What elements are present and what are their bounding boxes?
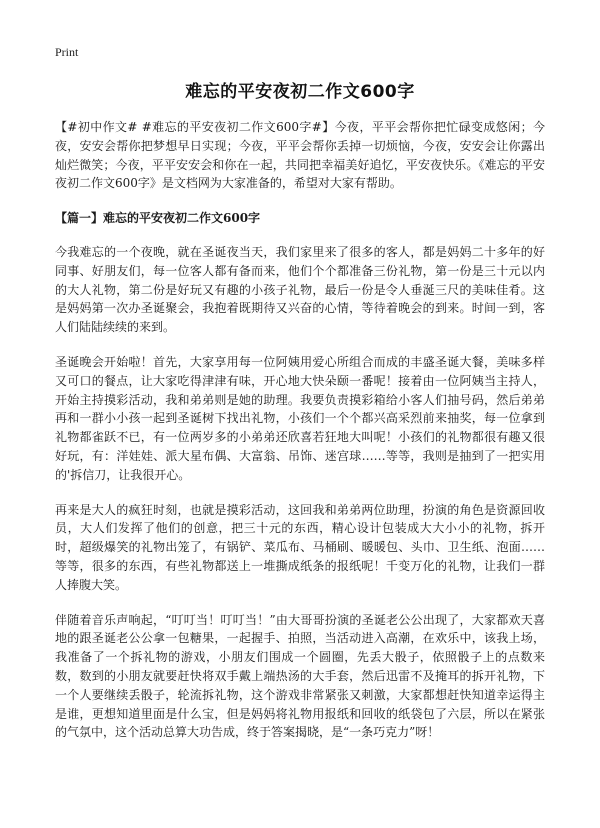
body-paragraph-2: 圣诞晚会开始啦！首先，大家享用每一位阿姨用爱心所组合而成的丰盛圣诞大餐，美味多样又可口的餐点，让大家吃得津津有味，开心地大快朵颐一番呢！接着由一位阿姨当主持人，开始主持摸彩活动，我和弟弟则是她的助理。我要负责摸彩箱给小客人们抽号码，然后弟弟再和一群小小孩一起到圣诞树下找出礼物，小孩们一个个都兴高采烈前来抽奖，每一位拿到礼物都雀跃不已，有一位两岁多的小弟弟还欣喜若狂地大叫呢！小孩们的礼物都很有趣又很好玩，有：洋娃娃、派大星布偶、大富翁、吊饰、迷宫球……等等，我则是抽到了一把实用的'拆信刀，让我很开心。 <box>55 354 545 482</box>
intro-paragraph <box>55 118 545 193</box>
body-paragraph-3: 再来是大人的疯狂时刻，也就是摸彩活动，这回我和弟弟两位助理，扮演的角色是资源回收员，大人们发挥了他们的创意，把三十元的东西，精心设计包装成大大小小的礼物，拆开时，超级爆笑的礼物出笼了，有锅铲、菜瓜布、马桶刷、暖暖包、头巾、卫生纸、泡面……等等，很多的东西，有些礼物都送上一堆撕成纸条的报纸呢！千变万化的礼物，让我们一群人捧腹大笑。 <box>55 502 545 592</box>
section-heading: 【篇一】难忘的平安夜初二作文600字 <box>55 211 261 226</box>
print-link[interactable]: Print <box>55 45 79 59</box>
intro-text: 今夜，平平会帮你把忙碌变成悠闲；今夜，安安会帮你把梦想早日实现；今夜，平平会帮你丢掉一切烦恼，今夜，安安会让你露出灿烂微笑；今夜，平平安安会和你在一起，共同把幸福美好追忆，平安夜快乐。《难忘的平安夜初二作文600字》是文档网为大家准备的，希望对大家有帮助。 <box>55 120 545 191</box>
body-paragraph-4: 伴随着音乐声响起，“叮叮当！叮叮当！”由大哥哥扮演的圣诞老公公出现了，大家都欢天喜地的跟圣诞老公公拿一包糖果，一起握手、拍照，当活动进入高潮，在欢乐中，该我上场，我准备了一个拆礼物的游戏，小朋友们围成一个圆圈，先丢大骰子，依照骰子上的点数来数，数到的小朋友就要赶快将双手戴上端热汤的大手套，然后迅雷不及掩耳的拆开礼物，下一个人要继续丢骰子，轮流拆礼物，这个游戏非常紧张又刺激，大家都想赶快知道幸运得主是谁，更想知道里面是什么宝，但是妈妈将礼物用报纸和回收的纸袋包了六层，所以在紧张的气氛中，这个活动总算大功告成，终于答案揭晓，是“一条巧克力”呀！ <box>55 612 545 740</box>
intro-tag: 【#初中作文# #难忘的平安夜初二作文600字#】 <box>55 120 335 134</box>
article-body <box>55 118 545 758</box>
page-title: 难忘的平安夜初二作文600字 <box>185 82 415 102</box>
body-paragraph-1: 今我难忘的一个夜晚，就在圣诞夜当天，我们家里来了很多的客人，都是妈妈二十多年的好同事、好朋友们，每一位客人都有备而来，他们个个都准备三份礼物，第一份是三十元以内的大人礼物，第二份是好玩又有趣的小孩子礼物，最后一份是令人垂涎三尺的美味佳肴。这是妈妈第一次办圣诞聚会，我抱着既期待又兴奋的心情，等待着晚会的到来。时间一到，客人们陆陆续续的来到。 <box>55 244 545 335</box>
